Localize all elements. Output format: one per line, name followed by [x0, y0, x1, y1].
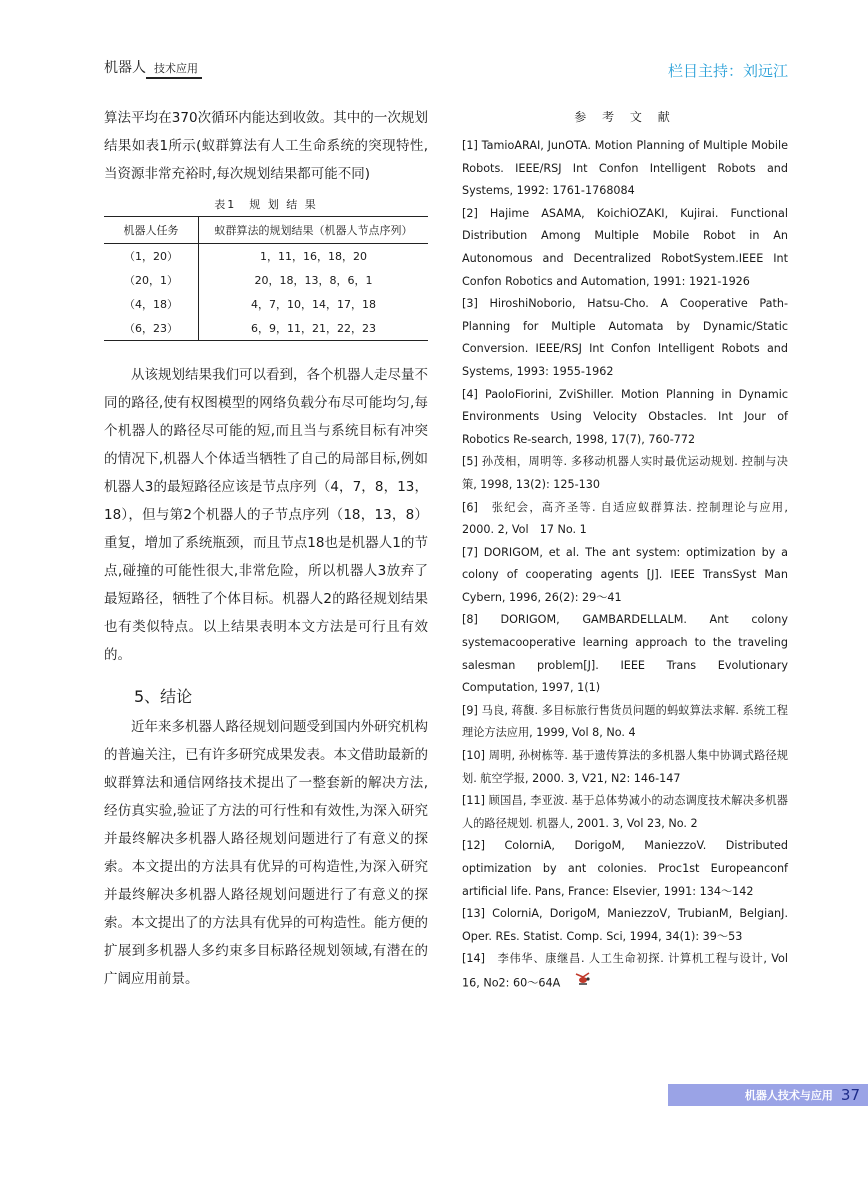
body-paragraph-1: 算法平均在370次循环内能达到收敛。其中的一次规划结果如表1所示(蚁群算法有人工生命系统的突现特性,当资源非常充裕时,每次规划结果都可能不同)	[104, 110, 428, 182]
reference-item: [3] HiroshiNoborio, Hatsu-Cho. A Cooperative Path-Planning for Multiple Automata by Dynamic/Static Conversion. IEEE/RSJ Int Confon Intelligent Robots and Systems, 1993: 1955-1962	[462, 297, 788, 378]
column-tag: 技术应用	[146, 61, 202, 79]
table-row	[104, 316, 428, 341]
table-cell-result: 6，9，11，21，22，23	[199, 316, 429, 341]
table-row	[104, 268, 428, 292]
planning-results-table	[104, 216, 428, 341]
reference-item: [9] 马良, 蒋馥. 多目标旅行售货员问题的蚂蚁算法求解. 系统工程理论方法应用, 1999, Vol 8, No. 4	[462, 703, 788, 740]
reference-item-last	[462, 948, 800, 995]
table-cell-task: （4，18）	[104, 292, 199, 316]
table-header-task: 机器人任务	[104, 217, 199, 244]
table-cell-result: 1，11，16，18，20	[260, 250, 367, 263]
table-cell-task: （20，1）	[104, 268, 199, 292]
journal-title: 机器人	[104, 60, 146, 76]
reference-item: [13] ColorniA, DorigoM, ManiezzoV, TrubianM, BelgianJ. Oper. REs. Statist. Comp. Sci, 1994, 34(1): 39～53	[462, 907, 788, 943]
running-header-left	[104, 58, 202, 79]
column-editor: 栏目主持：刘远江	[667, 62, 788, 80]
reference-item: [1] TamioARAI, JunOTA. Motion Planning of Multiple Mobile Robots. IEEE/RSJ Int Confon Intelligent Robots and Systems, 1992: 1761-1768084	[462, 139, 788, 198]
footer-label: 机器人技术与应用	[744, 1089, 833, 1102]
reference-text: [14] 李伟华、康继昌. 人工生命初探. 计算机工程与设计, Vol 16, No2: 60～64A	[462, 952, 800, 990]
ant-icon	[574, 971, 592, 996]
reference-item: [2] Hajime ASAMA, KoichiOZAKI, Kujirai. Functional Distribution Among Multiple Mobile Robot in An Autonomous and Decentralized RobotSystem.IEEE Int Confon Robotics and Automation, 1991: 1921-1926	[462, 206, 788, 288]
table-cell-task: （1，20）	[104, 244, 199, 269]
table-header-result: 蚁群算法的规划结果（机器人节点序列）	[199, 217, 429, 244]
table-cell-result: 20，18，13，8，6，1	[254, 274, 373, 287]
references-heading: 参 考 文 献	[574, 110, 676, 124]
reference-item: [11] 顾国昌, 李亚波. 基于总体势减小的动态调度技术解决多机器人的路径规划. 机器人, 2001. 3, Vol 23, No. 2	[462, 794, 788, 830]
reference-list	[462, 135, 800, 996]
body-paragraph-3: 近年来多机器人路径规划问题受到国内外研究机构的普遍关注，已有许多研究成果发表。本文借助最新的蚁群算法和通信网络技术提出了一整套新的解决方法,经仿真实验,验证了方法的可行性和有效性,为深入研究并最终解决多机器人路径规划问题进行了有意义的探索。本文提出的方法具有优异的可构造性,为深入研究并最终解决多机器人路径规划问题进行了有意义的探索。本文提出了的方法具有优异的可构造性。能方便的扩展到多机器人多约束多目标路径规划领域,有潜在的广阔应用前景。	[104, 719, 428, 987]
reference-item: [8] DORIGOM, GAMBARDELLALM. Ant colony systemacooperative learning approach to the traveling salesman problem[J]. IEEE Trans Evolutionary Computation, 1997, 1(1)	[462, 613, 788, 695]
page-number: 37	[840, 1086, 860, 1104]
table-cell-result: 4，7，10，14，17，18	[251, 298, 376, 311]
table-caption: 表1 规 划 结 果	[214, 198, 318, 211]
left-column	[104, 104, 428, 993]
table-cell-task: （6，23）	[104, 316, 199, 341]
reference-item: [12] ColorniA, DorigoM, ManiezzoV. Distributed optimization by ant colonies. Proc1st Europeanconf artificial life. Pans, France: Elsevier, 1991: 134～142	[462, 839, 788, 898]
footer-bar	[668, 1084, 868, 1106]
reference-item: [4] PaoloFiorini, ZviShiller. Motion Planning in Dynamic Environments Using Velocity Obstacles. Int Jour of Robotics Re-search, 1998, 17(7), 760-772	[462, 387, 788, 446]
section-heading: 5、结论	[134, 687, 193, 706]
table-header-row	[104, 217, 428, 244]
table-row	[104, 292, 428, 316]
reference-item: [10] 周明, 孙树栋等. 基于遗传算法的多机器人集中协调式路径规划. 航空学报, 2000. 3, V21, N2: 146-147	[462, 749, 788, 785]
reference-item: [7] DORIGOM, et al. The ant system: optimization by a colony of cooperating agents [J]. IEEE TransSyst Man Cybern, 1996, 26(2): 29～41	[462, 545, 788, 604]
body-paragraph-2: 从该规划结果我们可以看到，各个机器人走尽量不同的路径,使有权图模型的网络负载分布尽可能均匀,每个机器人的路径尽可能的短,而且当与系统目标有冲突的情况下,机器人个体适当牺牲了自己的局部目标,例如机器人3的最短路径应该是节点序列（4，7，8，13，18），但与第2个机器人的子节点序列（18，13，8）重复，增加了系统瓶颈，而且节点18也是机器人1的节点,碰撞的可能性很大,非常危险，所以机器人3放弃了最短路径，牺牲了个体目标。机器人2的路径规划结果也有类似特点。以上结果表明本文方法是可行且有效的。	[104, 367, 428, 663]
reference-item: [6] 张纪会，高齐圣等. 自适应蚁群算法. 控制理论与应用, 2000. 2, Vol 17 No. 1	[462, 500, 788, 537]
right-column	[462, 104, 800, 996]
reference-item: [5] 孙茂相，周明等. 多移动机器人实时最优运动规划. 控制与决策, 1998, 13(2): 125-130	[462, 455, 788, 491]
table-row	[104, 244, 428, 269]
